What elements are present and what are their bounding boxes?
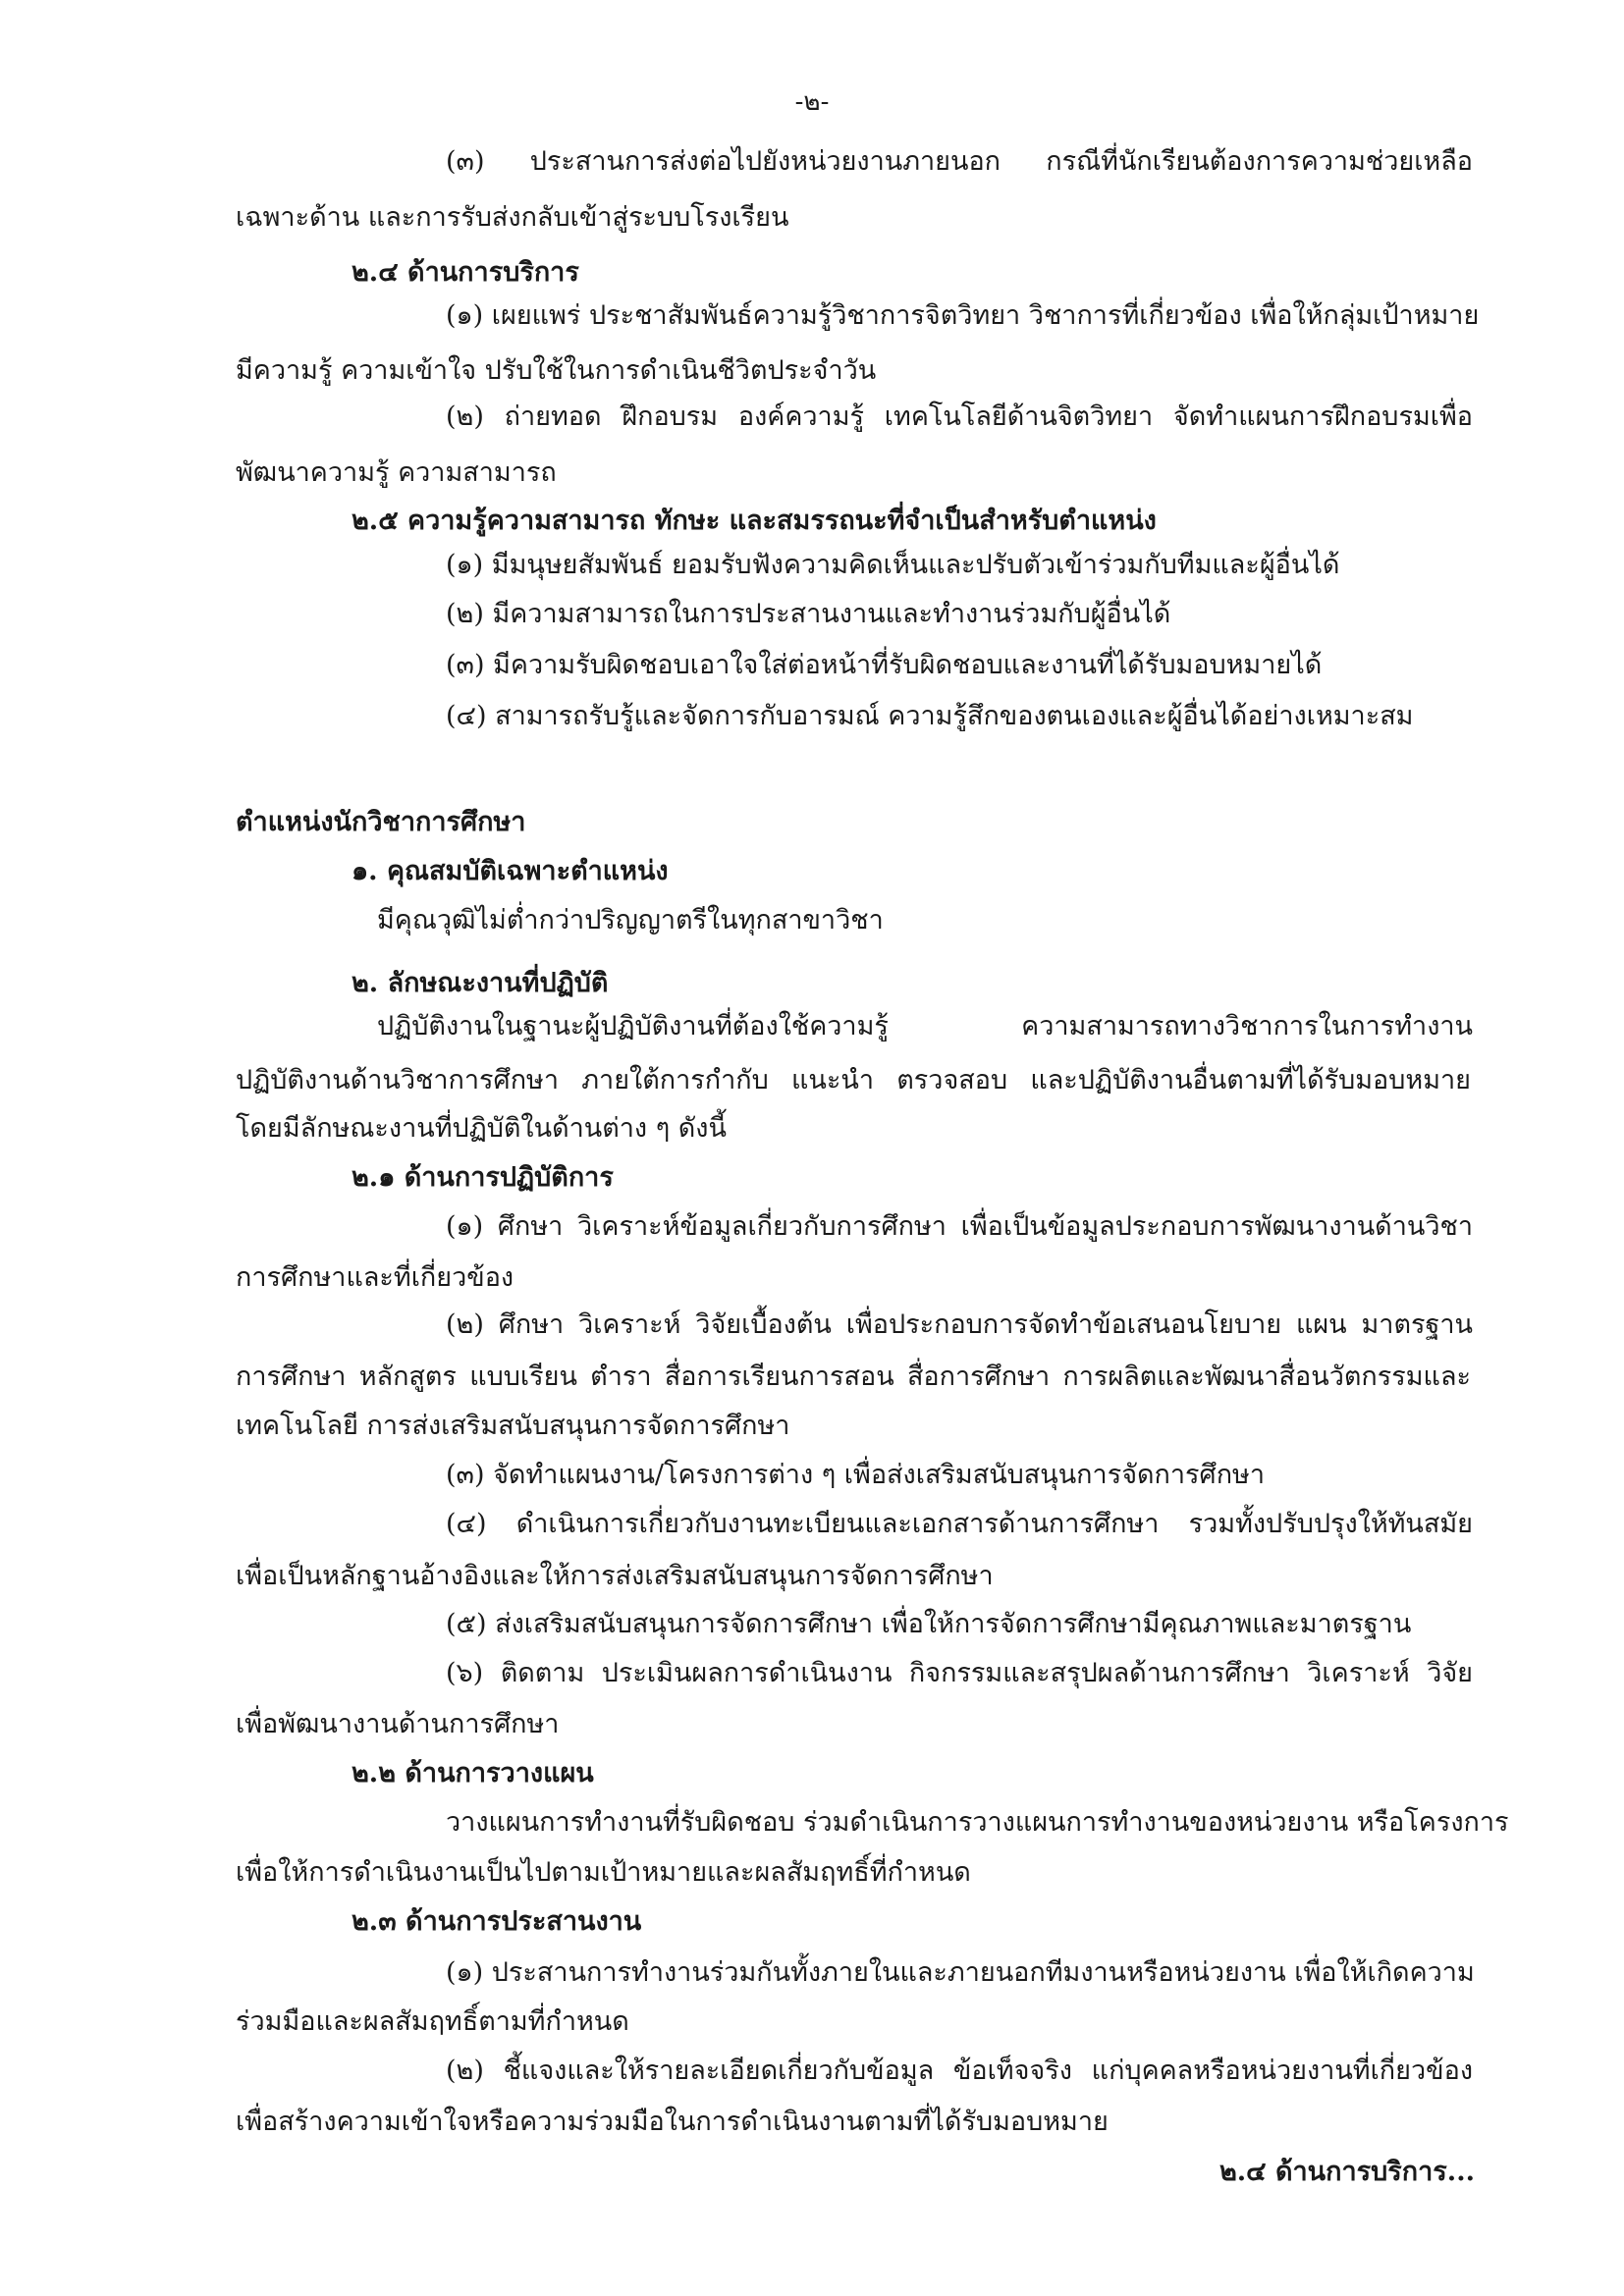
coordination-2-line-2: เพื่อสร้างความเข้าใจหรือความร่วมมือในการดำเนินงานตามที่ได้รับมอบหมาย bbox=[236, 2107, 1109, 2137]
service-1-line-2: มีความรู้ ความเข้าใจ ปรับใช้ในการดำเนินชีวิตประจำวัน bbox=[236, 355, 877, 386]
operation-4-line-1: (๔) ดำเนินการเกี่ยวกับงานทะเบียนและเอกสารด้านการศึกษา รวมทั้งปรับปรุงให้ทันสมัย bbox=[446, 1509, 1473, 1539]
qualification-text: มีคุณวุฒิไม่ต่ำกว่าปริญญาตรีในทุกสาขาวิชา bbox=[377, 905, 884, 935]
description-line-3: โดยมีลักษณะงานที่ปฏิบัติในด้านต่าง ๆ ดังนี้ bbox=[236, 1113, 727, 1144]
coordination-1-line-1: (๑) ประสานการทำงานร่วมกันทั้งภายในและภายนอกทีมงานหรือหน่วยงาน เพื่อให้เกิดความ bbox=[446, 1957, 1475, 1988]
item-3-line-2: เฉพาะด้าน และการรับส่งกลับเข้าสู่ระบบโรงเรียน bbox=[236, 202, 789, 233]
operation-2-line-3: เทคโนโลยี การส่งเสริมสนับสนุนการจัดการศึกษา bbox=[236, 1411, 790, 1441]
heading-2-3: ๒.๓ ด้านการประสานงาน bbox=[352, 1906, 642, 1937]
coordination-1-line-2: ร่วมมือและผลสัมฤทธิ์ตามที่กำหนด bbox=[236, 2006, 629, 2037]
competency-3: (๓) มีความรับผิดชอบเอาใจใส่ต่อหน้าที่รับผิดชอบและงานที่ได้รับมอบหมายได้ bbox=[446, 650, 1323, 680]
heading-2-5: ๒.๕ ความรู้ความสามารถ ทักษะ และสมรรถนะที่จำเป็นสำหรับตำแหน่ง bbox=[352, 506, 1157, 536]
catchword-next-page: ๒.๔ ด้านการบริการ... bbox=[1218, 2157, 1475, 2187]
planning-line-1: วางแผนการทำงานที่รับผิดชอบ ร่วมดำเนินการวางแผนการทำงานของหน่วยงาน หรือโครงการ bbox=[446, 1807, 1509, 1838]
description-line-2: ปฏิบัติงานด้านวิชาการศึกษา ภายใต้การกำกับ แนะนำ ตรวจสอบ และปฏิบัติงานอื่นตามที่ได้รับมอบหมาย bbox=[236, 1065, 1471, 1095]
heading-2-4: ๒.๔ ด้านการบริการ bbox=[352, 257, 579, 288]
operation-4-line-2: เพื่อเป็นหลักฐานอ้างอิงและให้การส่งเสริมสนับสนุนการจัดการศึกษา bbox=[236, 1561, 994, 1591]
service-1-line-1: (๑) เผยแพร่ ประชาสัมพันธ์ความรู้วิชาการจิตวิทยา วิชาการที่เกี่ยวข้อง เพื่อให้กลุ่มเป้าหมาย bbox=[446, 300, 1480, 331]
service-2-line-1: (๒) ถ่ายทอด ฝึกอบรม องค์ความรู้ เทคโนโลยีด้านจิตวิทยา จัดทำแผนการฝึกอบรมเพื่อ bbox=[446, 401, 1473, 432]
operation-1-line-1: (๑) ศึกษา วิเคราะห์ข้อมูลเกี่ยวกับการศึกษา เพื่อเป็นข้อมูลประกอบการพัฒนางานด้านวิชา bbox=[446, 1211, 1473, 1242]
description-line-1: ปฏิบัติงานในฐานะผู้ปฏิบัติงานที่ต้องใช้ความรู้ ความสามารถทางวิชาการในการทำงาน bbox=[377, 1011, 1473, 1041]
operation-2-line-1: (๒) ศึกษา วิเคราะห์ วิจัยเบื้องต้น เพื่อประกอบการจัดทำข้อเสนอนโยบาย แผน มาตรฐาน bbox=[446, 1309, 1473, 1340]
competency-1: (๑) มีมนุษยสัมพันธ์ ยอมรับฟังความคิดเห็นและปรับตัวเข้าร่วมกับทีมและผู้อื่นได้ bbox=[446, 550, 1340, 580]
heading-qualification: ๑. คุณสมบัติเฉพาะตำแหน่ง bbox=[352, 856, 669, 886]
heading-job-characteristics: ๒. ลักษณะงานที่ปฏิบัติ bbox=[352, 968, 609, 998]
heading-2-2: ๒.๒ ด้านการวางแผน bbox=[352, 1758, 594, 1789]
operation-3: (๓) จัดทำแผนงาน/โครงการต่าง ๆ เพื่อส่งเสริมสนับสนุนการจัดการศึกษา bbox=[446, 1460, 1266, 1490]
page-number: -๒- bbox=[794, 87, 830, 117]
operation-6-line-2: เพื่อพัฒนางานด้านการศึกษา bbox=[236, 1709, 560, 1739]
coordination-2-line-1: (๒) ชี้แจงและให้รายละเอียดเกี่ยวกับข้อมูล ข้อเท็จจริง แก่บุคคลหรือหน่วยงานที่เกี่ยวข้อง bbox=[446, 2056, 1473, 2086]
heading-2-1: ๒.๑ ด้านการปฏิบัติการ bbox=[352, 1162, 614, 1193]
operation-1-line-2: การศึกษาและที่เกี่ยวข้อง bbox=[236, 1262, 514, 1293]
service-2-line-2: พัฒนาความรู้ ความสามารถ bbox=[236, 457, 557, 488]
operation-6-line-1: (๖) ติดตาม ประเมินผลการดำเนินงาน กิจกรรมและสรุปผลด้านการศึกษา วิเคราะห์ วิจัย bbox=[446, 1658, 1473, 1688]
competency-4: (๔) สามารถรับรู้และจัดการกับอารมณ์ ความรู้สึกของตนเองและผู้อื่นได้อย่างเหมาะสม bbox=[446, 701, 1414, 731]
operation-5: (๕) ส่งเสริมสนับสนุนการจัดการศึกษา เพื่อให้การจัดการศึกษามีคุณภาพและมาตรฐาน bbox=[446, 1609, 1412, 1639]
item-3-line-1: (๓) ประสานการส่งต่อไปยังหน่วยงานภายนอก กรณีที่นักเรียนต้องการความช่วยเหลือ bbox=[446, 146, 1473, 177]
planning-line-2: เพื่อให้การดำเนินงานเป็นไปตามเป้าหมายและผลสัมฤทธิ์ที่กำหนด bbox=[236, 1857, 971, 1888]
position-title: ตำแหน่งนักวิชาการศึกษา bbox=[236, 807, 526, 837]
competency-2: (๒) มีความสามารถในการประสานงานและทำงานร่วมกับผู้อื่นได้ bbox=[446, 599, 1171, 629]
operation-2-line-2: การศึกษา หลักสูตร แบบเรียน ตำรา สื่อการเรียนการสอน สื่อการศึกษา การผลิตและพัฒนาสื่อนวัตกรรมและ bbox=[236, 1362, 1471, 1392]
